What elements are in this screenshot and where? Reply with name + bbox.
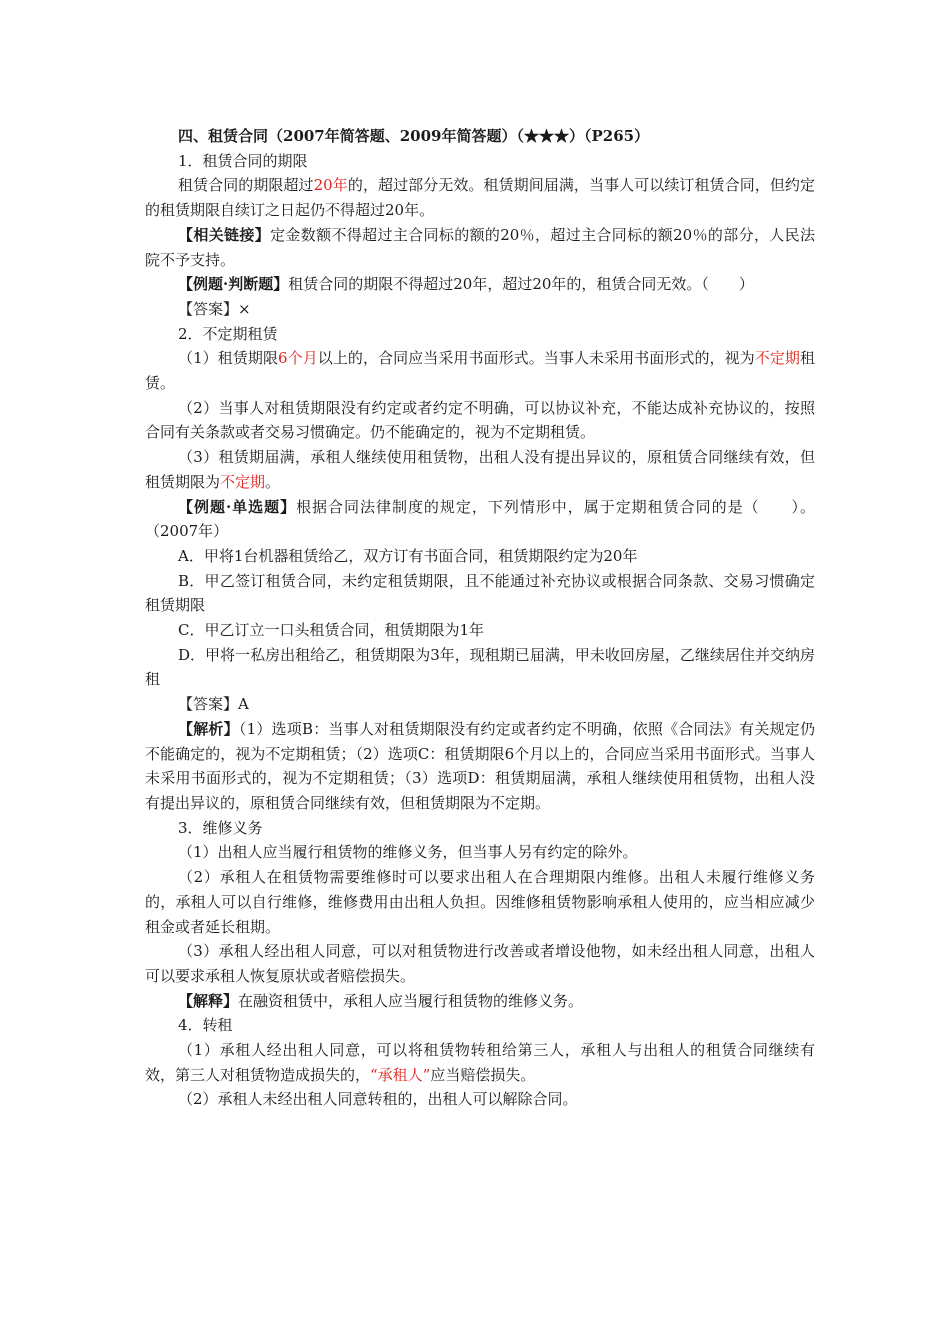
- paragraph-sublease-1: （1）承租人经出租人同意，可以将租赁物转租给第三人，承租人与出租人的租赁合同继续有效，第三人对租赁物造成损失的，“承租人”应当赔偿损失。: [145, 1041, 815, 1084]
- paragraph-repair-3: （3）承租人经出租人同意，可以对租赁物进行改善或者增设他物，如未经出租人同意，出租人可以要求承租人恢复原状或者赔偿损失。: [145, 942, 815, 985]
- subsection-title-2: 2．不定期租赁: [178, 324, 278, 343]
- subsection-title-1: 1．租赁合同的期限: [178, 151, 308, 170]
- paragraph-repair-2: （2）承租人在租赁物需要维修时可以要求出租人在合理期限内维修。出租人未履行维修义务的，承租人可以自行维修，维修费用由出租人负担。因维修租赁物影响承租人使用的，应当相应减少租金或者延长租期。: [145, 868, 815, 936]
- answer-2: 【答案】A: [178, 695, 249, 714]
- explanation: 【解释】在融资租赁中，承租人应当履行租赁物的维修义务。: [178, 991, 584, 1010]
- analysis: 【解析】（1）选项B：当事人对租赁期限没有约定或者约定不明确，依照《合同法》有关规定仍不能确定的，视为不定期租赁；（2）选项C：租赁期限6个月以上的，合同应当采用书面形式。当事人未采用书面形式的，视为不定期租赁；（3）选项D：租赁期届满，承租人继续使用租赁物，出租人没有提出异议的，原租赁合同继续有效，但租赁期限为不定期。: [145, 719, 815, 812]
- example-judgment: 【例题·判断题】租赁合同的期限不得超过20年，超过20年的，租赁合同无效。（ ）: [178, 275, 754, 294]
- document-page: [145, 124, 815, 1112]
- option-b: B．甲乙签订租赁合同，未约定租赁期限，且不能通过补充协议或根据合同条款、交易习惯确定租赁期限: [145, 571, 815, 615]
- answer-1: 【答案】×: [178, 299, 251, 318]
- paragraph-indefinite-2: （2）当事人对租赁期限没有约定或者约定不明确，可以协议补充，不能达成补充协议的，按照合同有关条款或者交易习惯确定。仍不能确定的，视为不定期租赁。: [145, 398, 815, 442]
- paragraph-repair-1: （1）出租人应当履行租赁物的维修义务，但当事人另有约定的除外。: [178, 843, 638, 862]
- subsection-title-3: 3．维修义务: [178, 818, 263, 837]
- section-heading: 四、租赁合同（2007年简答题、2009年简答题）（★★★）（P265）: [178, 127, 650, 145]
- related-link: 【相关链接】定金数额不得超过主合同标的额的20％，超过主合同标的额20％的部分，人民法院不予支持。: [145, 225, 815, 269]
- paragraph-sublease-2: （2）承租人未经出租人同意转租的，出租人可以解除合同。: [178, 1090, 578, 1109]
- paragraph-indefinite-3: （3）租赁期届满，承租人继续使用租赁物，出租人没有提出异议的，原租赁合同继续有效，但租赁期限为不定期。: [145, 448, 815, 491]
- example-single-choice: 【例题·单选题】根据合同法律制度的规定，下列情形中，属于定期租赁合同的是（ ）。（2007年）: [145, 497, 815, 541]
- option-d: D．甲将一私房出租给乙，租赁期限为3年，现租期已届满，甲未收回房屋，乙继续居住并交纳房租: [145, 645, 815, 689]
- option-a: A．甲将1台机器租赁给乙，双方订有书面合同，租赁期限约定为20年: [178, 546, 638, 565]
- paragraph-term-limit: 租赁合同的期限超过20年的，超过部分无效。租赁期间届满，当事人可以续订租赁合同，但约定的租赁期限自续订之日起仍不得超过20年。: [145, 176, 815, 220]
- subsection-title-4: 4．转租: [178, 1016, 233, 1035]
- paragraph-indefinite-1: （1）租赁期限6个月以上的，合同应当采用书面形式。当事人未采用书面形式的，视为不定期租赁。: [145, 349, 815, 393]
- option-c: C．甲乙订立一口头租赁合同，租赁期限为1年: [178, 621, 485, 640]
